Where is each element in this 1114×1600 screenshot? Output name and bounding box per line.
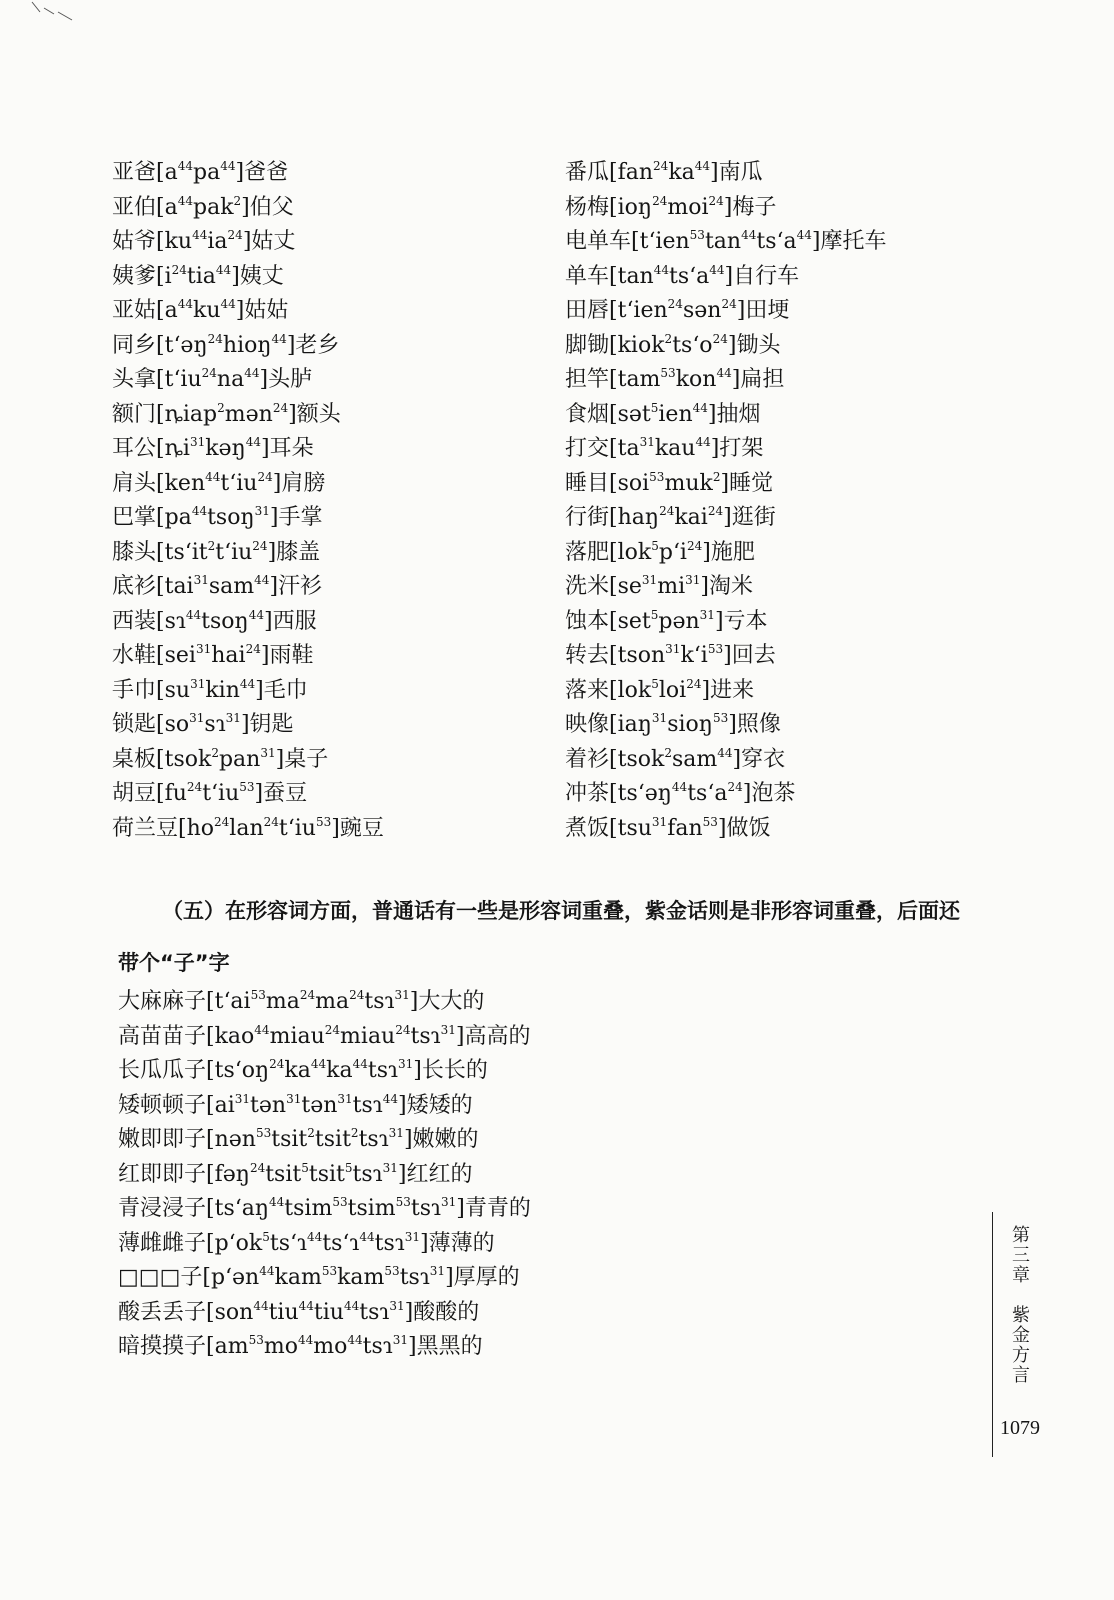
entry-pronunciation: $[kiok^2ts‘o^{24}]$ bbox=[609, 331, 737, 358]
entry-headword: 姨爹 bbox=[112, 263, 157, 289]
corner-scratch-mark bbox=[30, 0, 75, 30]
vocab-entry bbox=[112, 260, 532, 295]
vocab-entry bbox=[112, 536, 532, 571]
entry-headword: 长瓜瓜子 bbox=[118, 1058, 207, 1083]
entry-headword: 亚姑 bbox=[112, 298, 157, 323]
entry-headword: 姑爷 bbox=[112, 229, 157, 254]
entry-gloss: 扁担 bbox=[740, 367, 785, 392]
entry-gloss: 头胪 bbox=[268, 367, 313, 392]
entry-pronunciation: [sei$^{31}$hai$^{24}$] bbox=[156, 642, 270, 668]
entry-gloss: 照像 bbox=[736, 712, 781, 737]
entry-gloss: 老乡 bbox=[295, 332, 340, 358]
entry-pronunciation: $[ta^{31}kau^{44}]$ bbox=[609, 435, 720, 461]
entry-headword: 行街 bbox=[565, 505, 610, 530]
vocab-entry bbox=[112, 812, 532, 847]
entry-gloss: 南瓜 bbox=[718, 160, 763, 185]
entry-pronunciation: [iaŋ$^{31}$sioŋ$^{53}$] bbox=[609, 711, 737, 737]
entry-gloss: 田埂 bbox=[745, 298, 790, 323]
vocab-entry bbox=[112, 191, 532, 226]
entry-gloss: 手掌 bbox=[278, 505, 323, 530]
entry-gloss: 雨鞋 bbox=[269, 643, 314, 668]
vocab-entry bbox=[565, 467, 1085, 502]
entry-headword: 手巾 bbox=[112, 677, 157, 703]
entry-headword: 青浸浸子 bbox=[118, 1196, 207, 1221]
entry-headword: 亚伯 bbox=[112, 194, 157, 220]
entry-headword: 酸丢丢子 bbox=[118, 1299, 207, 1325]
entry-pronunciation: [sɿ$^{44}$tsoŋ$^{44}$] bbox=[156, 607, 273, 634]
entry-gloss: 额头 bbox=[296, 401, 341, 427]
vocab-entry bbox=[565, 191, 1085, 226]
entry-headword: 头拿 bbox=[112, 367, 157, 392]
entry-pronunciation: [kao$^{44}$miau$^{24}$miau$^{24}$tsɿ$^{31}$] bbox=[206, 1022, 465, 1049]
entry-gloss: 黑黑的 bbox=[416, 1334, 483, 1359]
entry-gloss: 锄头 bbox=[736, 332, 781, 358]
entry-pronunciation: $[ts‘aŋ^{44}tsim^{53}tsim^{53}tsɿ^{31}]$ bbox=[206, 1195, 465, 1221]
vocab-entry bbox=[112, 605, 532, 640]
entry-gloss: 淘米 bbox=[708, 574, 753, 599]
entry-gloss: 伯父 bbox=[249, 194, 294, 220]
vocab-entry bbox=[118, 1054, 678, 1089]
entry-headword: 落肥 bbox=[565, 539, 610, 565]
entry-pronunciation: $[ho^{24}lan^{24}t‘iu^{53}]$ bbox=[178, 814, 340, 841]
adjective-reduplication-list bbox=[118, 985, 678, 1365]
entry-headword: 落来 bbox=[565, 677, 610, 703]
vocab-entry bbox=[112, 398, 532, 433]
entry-gloss: 姨丈 bbox=[239, 263, 284, 289]
vocab-entry bbox=[565, 329, 1085, 364]
entry-pronunciation: [soi$^{53}$muk$^2$] bbox=[609, 469, 730, 496]
entry-gloss: 摩托车 bbox=[820, 229, 887, 254]
vocab-entry bbox=[112, 156, 532, 191]
entry-gloss: 红红的 bbox=[406, 1161, 473, 1187]
entry-pronunciation: [ioŋ$^{24}$moi$^{24}$] bbox=[609, 193, 733, 220]
entry-pronunciation: [tsu$^{31}$fan$^{53}$] bbox=[609, 814, 727, 841]
entry-headword: 着衫 bbox=[565, 746, 610, 772]
entry-headword: 红即即子 bbox=[118, 1161, 207, 1187]
entry-headword: 睡目 bbox=[565, 470, 610, 496]
entry-gloss: 打架 bbox=[719, 436, 764, 461]
entry-pronunciation: [lok$^5$loi$^{24}$] bbox=[609, 676, 711, 703]
entry-headword: 巴掌 bbox=[112, 505, 157, 530]
vocab-entry bbox=[118, 1020, 678, 1055]
vocab-entry bbox=[565, 225, 1085, 260]
entry-pronunciation: $[su^{31}kin^{44}]$ bbox=[156, 676, 264, 703]
vocab-column-left bbox=[112, 156, 532, 846]
vocab-entry bbox=[118, 1123, 678, 1158]
vocab-entry bbox=[565, 294, 1085, 329]
entry-headword: 洗米 bbox=[565, 574, 610, 599]
entry-pronunciation: [tsok$^2$pan$^{31}$] bbox=[156, 745, 285, 772]
vocab-entry bbox=[565, 708, 1085, 743]
entry-gloss: 亏本 bbox=[723, 608, 768, 634]
entry-gloss: 钥匙 bbox=[249, 712, 294, 737]
entry-pronunciation: $[am^{53}mo^{44}mo^{44}tsɿ^{31}]$ bbox=[206, 1333, 417, 1359]
vocab-entry bbox=[565, 639, 1085, 674]
vocab-entry bbox=[112, 639, 532, 674]
vocab-entry bbox=[112, 329, 532, 364]
entry-headword: 肩头 bbox=[112, 470, 157, 496]
entry-headword: 冲茶 bbox=[565, 781, 610, 806]
entry-gloss: 姑姑 bbox=[244, 298, 289, 323]
entry-headword: 高苗苗子 bbox=[118, 1023, 207, 1049]
entry-headword: □□□子 bbox=[118, 1265, 203, 1290]
entry-headword: 打交 bbox=[565, 436, 610, 461]
vocab-entry bbox=[565, 605, 1085, 640]
entry-headword: 膝头 bbox=[112, 539, 157, 565]
vocab-entry bbox=[112, 743, 532, 778]
vocab-entry bbox=[565, 156, 1085, 191]
entry-headword: 荷兰豆 bbox=[112, 815, 179, 841]
entry-headword: 电单车 bbox=[565, 229, 632, 254]
entry-pronunciation: $[pa^{44}tsoŋ^{31}]$ bbox=[156, 504, 279, 530]
vocab-column-right bbox=[565, 156, 1085, 846]
entry-headword: 田唇 bbox=[565, 298, 610, 323]
entry-gloss: 回去 bbox=[731, 643, 776, 668]
entry-headword: 矮顿顿子 bbox=[118, 1092, 207, 1118]
vocab-entry bbox=[118, 1330, 678, 1365]
entry-pronunciation: $[so^{31}sɿ^{31}]$ bbox=[156, 711, 250, 737]
entry-headword: 底衫 bbox=[112, 574, 157, 599]
entry-headword: 耳公 bbox=[112, 436, 157, 461]
entry-gloss: 蚕豆 bbox=[263, 781, 308, 806]
entry-gloss: 毛巾 bbox=[263, 677, 308, 703]
entry-headword: 额门 bbox=[112, 401, 157, 427]
entry-pronunciation: $[ai^{31}tən^{31}tən^{31}tsɿ^{44}]$ bbox=[206, 1091, 407, 1118]
entry-pronunciation: $[i^{24}tia^{44}]$ bbox=[156, 262, 240, 289]
entry-gloss: 姑丈 bbox=[251, 229, 296, 254]
entry-gloss: 睡觉 bbox=[729, 470, 774, 496]
vocab-entry bbox=[112, 708, 532, 743]
vocab-entry bbox=[565, 398, 1085, 433]
vocab-entry bbox=[565, 570, 1085, 605]
entry-pronunciation: $[ts‘oŋ^{24}ka^{44}ka^{44}tsɿ^{31}]$ bbox=[206, 1057, 422, 1083]
entry-gloss: 爸爸 bbox=[244, 160, 289, 185]
section-heading: （五）在形容词方面，普通话有一些是形容词重叠，紫金话则是非形容词重叠，后面还带个“子”字 bbox=[118, 899, 960, 975]
vocab-entry bbox=[565, 743, 1085, 778]
entry-headword: 暗摸摸子 bbox=[118, 1334, 207, 1359]
entry-pronunciation: [nən$^{53}$tsit$^2$tsit$^2$tsɿ$^{31}$] bbox=[206, 1126, 413, 1152]
entry-gloss: 自行车 bbox=[733, 263, 800, 289]
vocab-entry bbox=[118, 1227, 678, 1262]
entry-headword: 亚爸 bbox=[112, 160, 157, 185]
entry-pronunciation: $[se^{31}mi^{31}]$ bbox=[609, 573, 709, 599]
entry-gloss: 高高的 bbox=[464, 1023, 531, 1049]
entry-pronunciation: $[a^{44}pa^{44}]$ bbox=[156, 159, 245, 185]
entry-pronunciation: [t‘ien$^{24}$sən$^{24}$] bbox=[609, 297, 746, 323]
entry-headword: 转去 bbox=[565, 643, 610, 668]
vocab-entry bbox=[565, 501, 1085, 536]
entry-pronunciation: $[ken^{44}t‘iu^{24}]$ bbox=[156, 469, 282, 496]
entry-headword: 胡豆 bbox=[112, 781, 157, 806]
entry-pronunciation: [tam$^{53}$kon$^{44}$] bbox=[609, 366, 741, 392]
entry-headword: 脚锄 bbox=[565, 332, 610, 358]
entry-gloss: 长长的 bbox=[421, 1058, 488, 1083]
entry-pronunciation: [sət$^5$ien$^{44}$] bbox=[609, 400, 717, 427]
entry-gloss: 耳朵 bbox=[269, 436, 314, 461]
entry-gloss: 进来 bbox=[710, 677, 755, 703]
entry-headword: 嫩即即子 bbox=[118, 1127, 207, 1152]
entry-pronunciation: $[t‘iu^{24}na^{44}]$ bbox=[156, 366, 269, 392]
entry-headword: 担竿 bbox=[565, 367, 610, 392]
entry-gloss: 大大的 bbox=[418, 989, 485, 1014]
entry-gloss: 施肥 bbox=[710, 539, 755, 565]
chapter-title: 紫金方言 bbox=[1009, 1305, 1030, 1385]
entry-gloss: 做饭 bbox=[726, 815, 771, 841]
entry-gloss: 逛街 bbox=[731, 505, 776, 530]
entry-gloss: 嫩嫩的 bbox=[412, 1127, 479, 1152]
vocab-entry bbox=[565, 536, 1085, 571]
entry-pronunciation: $[ȵi^{31}kəŋ^{44}]$ bbox=[156, 435, 270, 461]
entry-pronunciation: $[ts‘it^2t‘iu^{24}]$ bbox=[156, 538, 277, 565]
entry-gloss: 西服 bbox=[272, 608, 317, 634]
page-number: 1079 bbox=[1000, 1417, 1040, 1439]
entry-gloss: 肩膀 bbox=[281, 470, 326, 496]
vocab-entry bbox=[112, 674, 532, 709]
entry-headword: 大麻麻子 bbox=[118, 989, 207, 1014]
entry-gloss: 抽烟 bbox=[716, 401, 761, 427]
entry-headword: 杨梅 bbox=[565, 194, 610, 220]
entry-pronunciation: $[fu^{24}t‘iu^{53}]$ bbox=[156, 780, 264, 806]
vocab-entry bbox=[565, 812, 1085, 847]
entry-headword: 番瓜 bbox=[565, 160, 610, 185]
entry-pronunciation: $[\tan^{44}ts‘a^{44}]$ bbox=[609, 262, 734, 289]
vocab-entry bbox=[112, 777, 532, 812]
entry-pronunciation: $[a^{44}pak^2]$ bbox=[156, 193, 250, 220]
entry-pronunciation: [son$^{44}$tiu$^{44}$tiu$^{44}$tsɿ$^{31}$] bbox=[206, 1298, 414, 1325]
entry-headword: 煮饭 bbox=[565, 815, 610, 841]
vocab-entry bbox=[112, 570, 532, 605]
vocab-entry bbox=[118, 985, 678, 1020]
vocab-entry bbox=[112, 467, 532, 502]
entry-pronunciation: $[fan^{24}ka^{44}]$ bbox=[609, 159, 719, 185]
entry-gloss: 酸酸的 bbox=[413, 1299, 480, 1325]
entry-gloss: 膝盖 bbox=[276, 539, 321, 565]
vocab-entry bbox=[112, 363, 532, 398]
entry-gloss: 豌豆 bbox=[339, 815, 384, 841]
entry-pronunciation: [p‘ən$^{44}$kam$^{53}$kam$^{53}$tsɿ$^{31}$] bbox=[202, 1264, 454, 1290]
entry-pronunciation: [haŋ$^{24}$kai$^{24}$] bbox=[609, 504, 732, 530]
vocab-entry bbox=[118, 1296, 678, 1331]
entry-gloss: 矮矮的 bbox=[406, 1092, 473, 1118]
running-head bbox=[1006, 1225, 1032, 1385]
vocab-entry bbox=[565, 363, 1085, 398]
entry-pronunciation: $[lok^5p‘i^{24}]$ bbox=[609, 538, 711, 565]
vocab-entry bbox=[118, 1158, 678, 1193]
vocab-entry bbox=[112, 432, 532, 467]
vocab-entry bbox=[118, 1089, 678, 1124]
entry-headword: 西装 bbox=[112, 608, 157, 634]
entry-gloss: 青青的 bbox=[464, 1196, 531, 1221]
entry-headword: 蚀本 bbox=[565, 608, 610, 634]
entry-headword: 锁匙 bbox=[112, 712, 157, 737]
entry-pronunciation: $[p‘ok^5ts‘ɿ^{44}ts‘ɿ^{44}tsɿ^{31}]$ bbox=[206, 1229, 429, 1256]
entry-pronunciation: $[ts‘əŋ^{44}ts‘a^{24}]$ bbox=[609, 780, 752, 806]
entry-gloss: 薄薄的 bbox=[428, 1230, 495, 1256]
entry-pronunciation: $[a^{44}ku^{44}]$ bbox=[156, 297, 245, 323]
vocab-entry bbox=[565, 432, 1085, 467]
entry-gloss: 汗衫 bbox=[278, 574, 323, 599]
vocab-entry bbox=[118, 1261, 678, 1296]
entry-headword: 食烟 bbox=[565, 401, 610, 427]
vocab-entry bbox=[112, 225, 532, 260]
entry-pronunciation: [set$^5$pən$^{31}$] bbox=[609, 607, 724, 634]
vocab-entry bbox=[565, 674, 1085, 709]
vocab-entry bbox=[118, 1192, 678, 1227]
entry-pronunciation: [ȵiap$^2$mən$^{24}$] bbox=[156, 400, 297, 427]
entry-gloss: 泡茶 bbox=[751, 781, 796, 806]
entry-gloss: 厚厚的 bbox=[453, 1265, 520, 1290]
entry-gloss: 梅子 bbox=[732, 194, 777, 220]
entry-pronunciation: $[ku^{44}ia^{24}]$ bbox=[156, 228, 252, 254]
entry-pronunciation: $[t‘ien^{53}\tan^{44}ts‘a^{44}]$ bbox=[631, 228, 821, 254]
entry-gloss: 穿衣 bbox=[741, 746, 786, 772]
entry-headword: 薄雌雌子 bbox=[118, 1230, 207, 1256]
chapter-label: 第三章 bbox=[1009, 1225, 1030, 1285]
entry-headword: 同乡 bbox=[112, 332, 157, 358]
entry-pronunciation: [fəŋ$^{24}$tsit$^5$tsit$^5$tsɿ$^{31}$] bbox=[206, 1160, 407, 1187]
entry-pronunciation: $[tson^{31}k‘i^{53}]$ bbox=[609, 642, 732, 668]
vocab-entry bbox=[565, 260, 1085, 295]
vocab-entry bbox=[112, 501, 532, 536]
entry-headword: 映像 bbox=[565, 712, 610, 737]
vocab-entry bbox=[112, 294, 532, 329]
entry-pronunciation: [t‘əŋ$^{24}$hioŋ$^{44}$] bbox=[156, 331, 296, 358]
margin-divider bbox=[992, 1212, 993, 1457]
vocab-entry bbox=[565, 777, 1085, 812]
entry-pronunciation: $[t‘ai^{53}ma^{24}ma^{24}tsɿ^{31}]$ bbox=[206, 988, 419, 1014]
entry-headword: 单车 bbox=[565, 263, 610, 289]
entry-headword: 桌板 bbox=[112, 746, 157, 772]
entry-gloss: 桌子 bbox=[284, 746, 329, 772]
entry-headword: 水鞋 bbox=[112, 643, 157, 668]
entry-pronunciation: [tsok$^2$sam$^{44}$] bbox=[609, 745, 742, 772]
entry-pronunciation: [tai$^{31}$sam$^{44}$] bbox=[156, 573, 279, 599]
